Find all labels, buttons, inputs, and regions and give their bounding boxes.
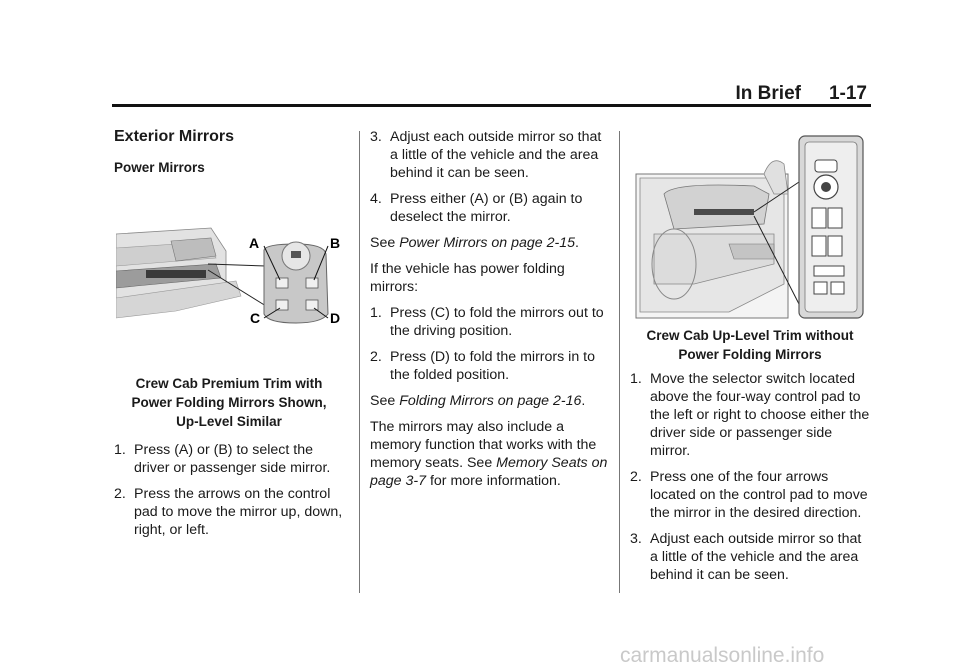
section-title: In Brief <box>735 83 801 104</box>
list-number: 4. <box>370 191 382 207</box>
list-number: 1. <box>114 442 126 458</box>
label-c: C <box>250 310 261 326</box>
column-3 <box>630 326 870 592</box>
list-item <box>114 441 344 477</box>
premium-trim-switch-figure <box>116 226 346 326</box>
label-b: B <box>330 235 341 251</box>
list-number: 2. <box>370 349 382 365</box>
list-number: 1. <box>370 305 382 321</box>
list-number: 3. <box>630 531 642 547</box>
column-divider-1 <box>359 131 360 593</box>
figure-1-caption <box>114 374 344 431</box>
column-1-body <box>114 374 344 547</box>
list-item <box>370 190 608 226</box>
folding-mirrors-link[interactable]: Folding Mirrors on page 2-16 <box>399 393 582 409</box>
list-text: Press (D) to fold the mirrors in to the folded position. <box>390 349 595 383</box>
page-number: 1-17 <box>828 83 867 104</box>
list-text: Press either (A) or (B) again to deselect the mirror. <box>390 191 583 225</box>
list-item <box>370 348 608 384</box>
caption-line: Up-Level Similar <box>176 414 282 429</box>
header-rule <box>112 104 871 107</box>
power-mirrors-link[interactable]: Power Mirrors on page 2-15 <box>399 235 576 251</box>
see-reference-1: See Power Mirrors on page 2-15. <box>370 235 579 251</box>
watermark: carmanualsonline.info <box>620 644 825 667</box>
figure-2-caption <box>630 326 870 364</box>
column-2 <box>370 128 608 498</box>
list-number: 1. <box>630 371 642 387</box>
caption-line: Crew Cab Premium Trim with <box>135 376 323 391</box>
list-item <box>370 304 608 340</box>
list-text: Press one of the four arrows located on the control pad to move the mirror in the desired direction. <box>650 469 868 521</box>
label-a: A <box>249 235 260 251</box>
list-text: Adjust each outside mirror so that a little of the vehicle and the area behind it can be seen. <box>390 129 602 181</box>
list-number: 2. <box>630 469 642 485</box>
list-number: 3. <box>370 129 382 145</box>
list-text: Adjust each outside mirror so that a little of the vehicle and the area behind it can be seen. <box>650 531 862 583</box>
column-divider-2 <box>619 131 620 593</box>
section-heading: Exterior Mirrors <box>114 128 235 145</box>
caption-line: Crew Cab Up-Level Trim without <box>646 328 854 343</box>
memory-paragraph: The mirrors may also include a memory function that works with the memory seats. See Memory Seats on page 3-7 for more information. <box>370 419 608 489</box>
caption-line: Power Folding Mirrors Shown, <box>131 395 327 410</box>
list-text: Move the selector switch located above the four-way control pad to the left or right to choose either the driver side or passenger side mirror. <box>650 371 870 459</box>
subheading: Power Mirrors <box>114 160 205 175</box>
see-reference-2: See Folding Mirrors on page 2-16. <box>370 393 586 409</box>
uplevel-trim-switch-figure <box>634 134 866 320</box>
list-item <box>630 370 870 460</box>
caption-line: Power Folding Mirrors <box>678 347 822 362</box>
list-text: Press (A) or (B) to select the driver or passenger side mirror. <box>134 442 331 476</box>
label-d: D <box>330 310 341 326</box>
list-item <box>114 485 344 539</box>
folding-intro: If the vehicle has power folding mirrors: <box>370 261 565 295</box>
list-text: Press the arrows on the control pad to move the mirror up, down, right, or left. <box>134 486 343 538</box>
list-number: 2. <box>114 486 126 502</box>
list-item <box>370 128 608 182</box>
page-header <box>736 83 867 105</box>
list-item <box>630 468 870 522</box>
memory-seats-link[interactable]: Memory Seats on page 3-7 <box>370 455 608 489</box>
column-1 <box>114 128 344 175</box>
list-item <box>630 530 870 584</box>
list-text: Press (C) to fold the mirrors out to the driving position. <box>390 305 604 339</box>
